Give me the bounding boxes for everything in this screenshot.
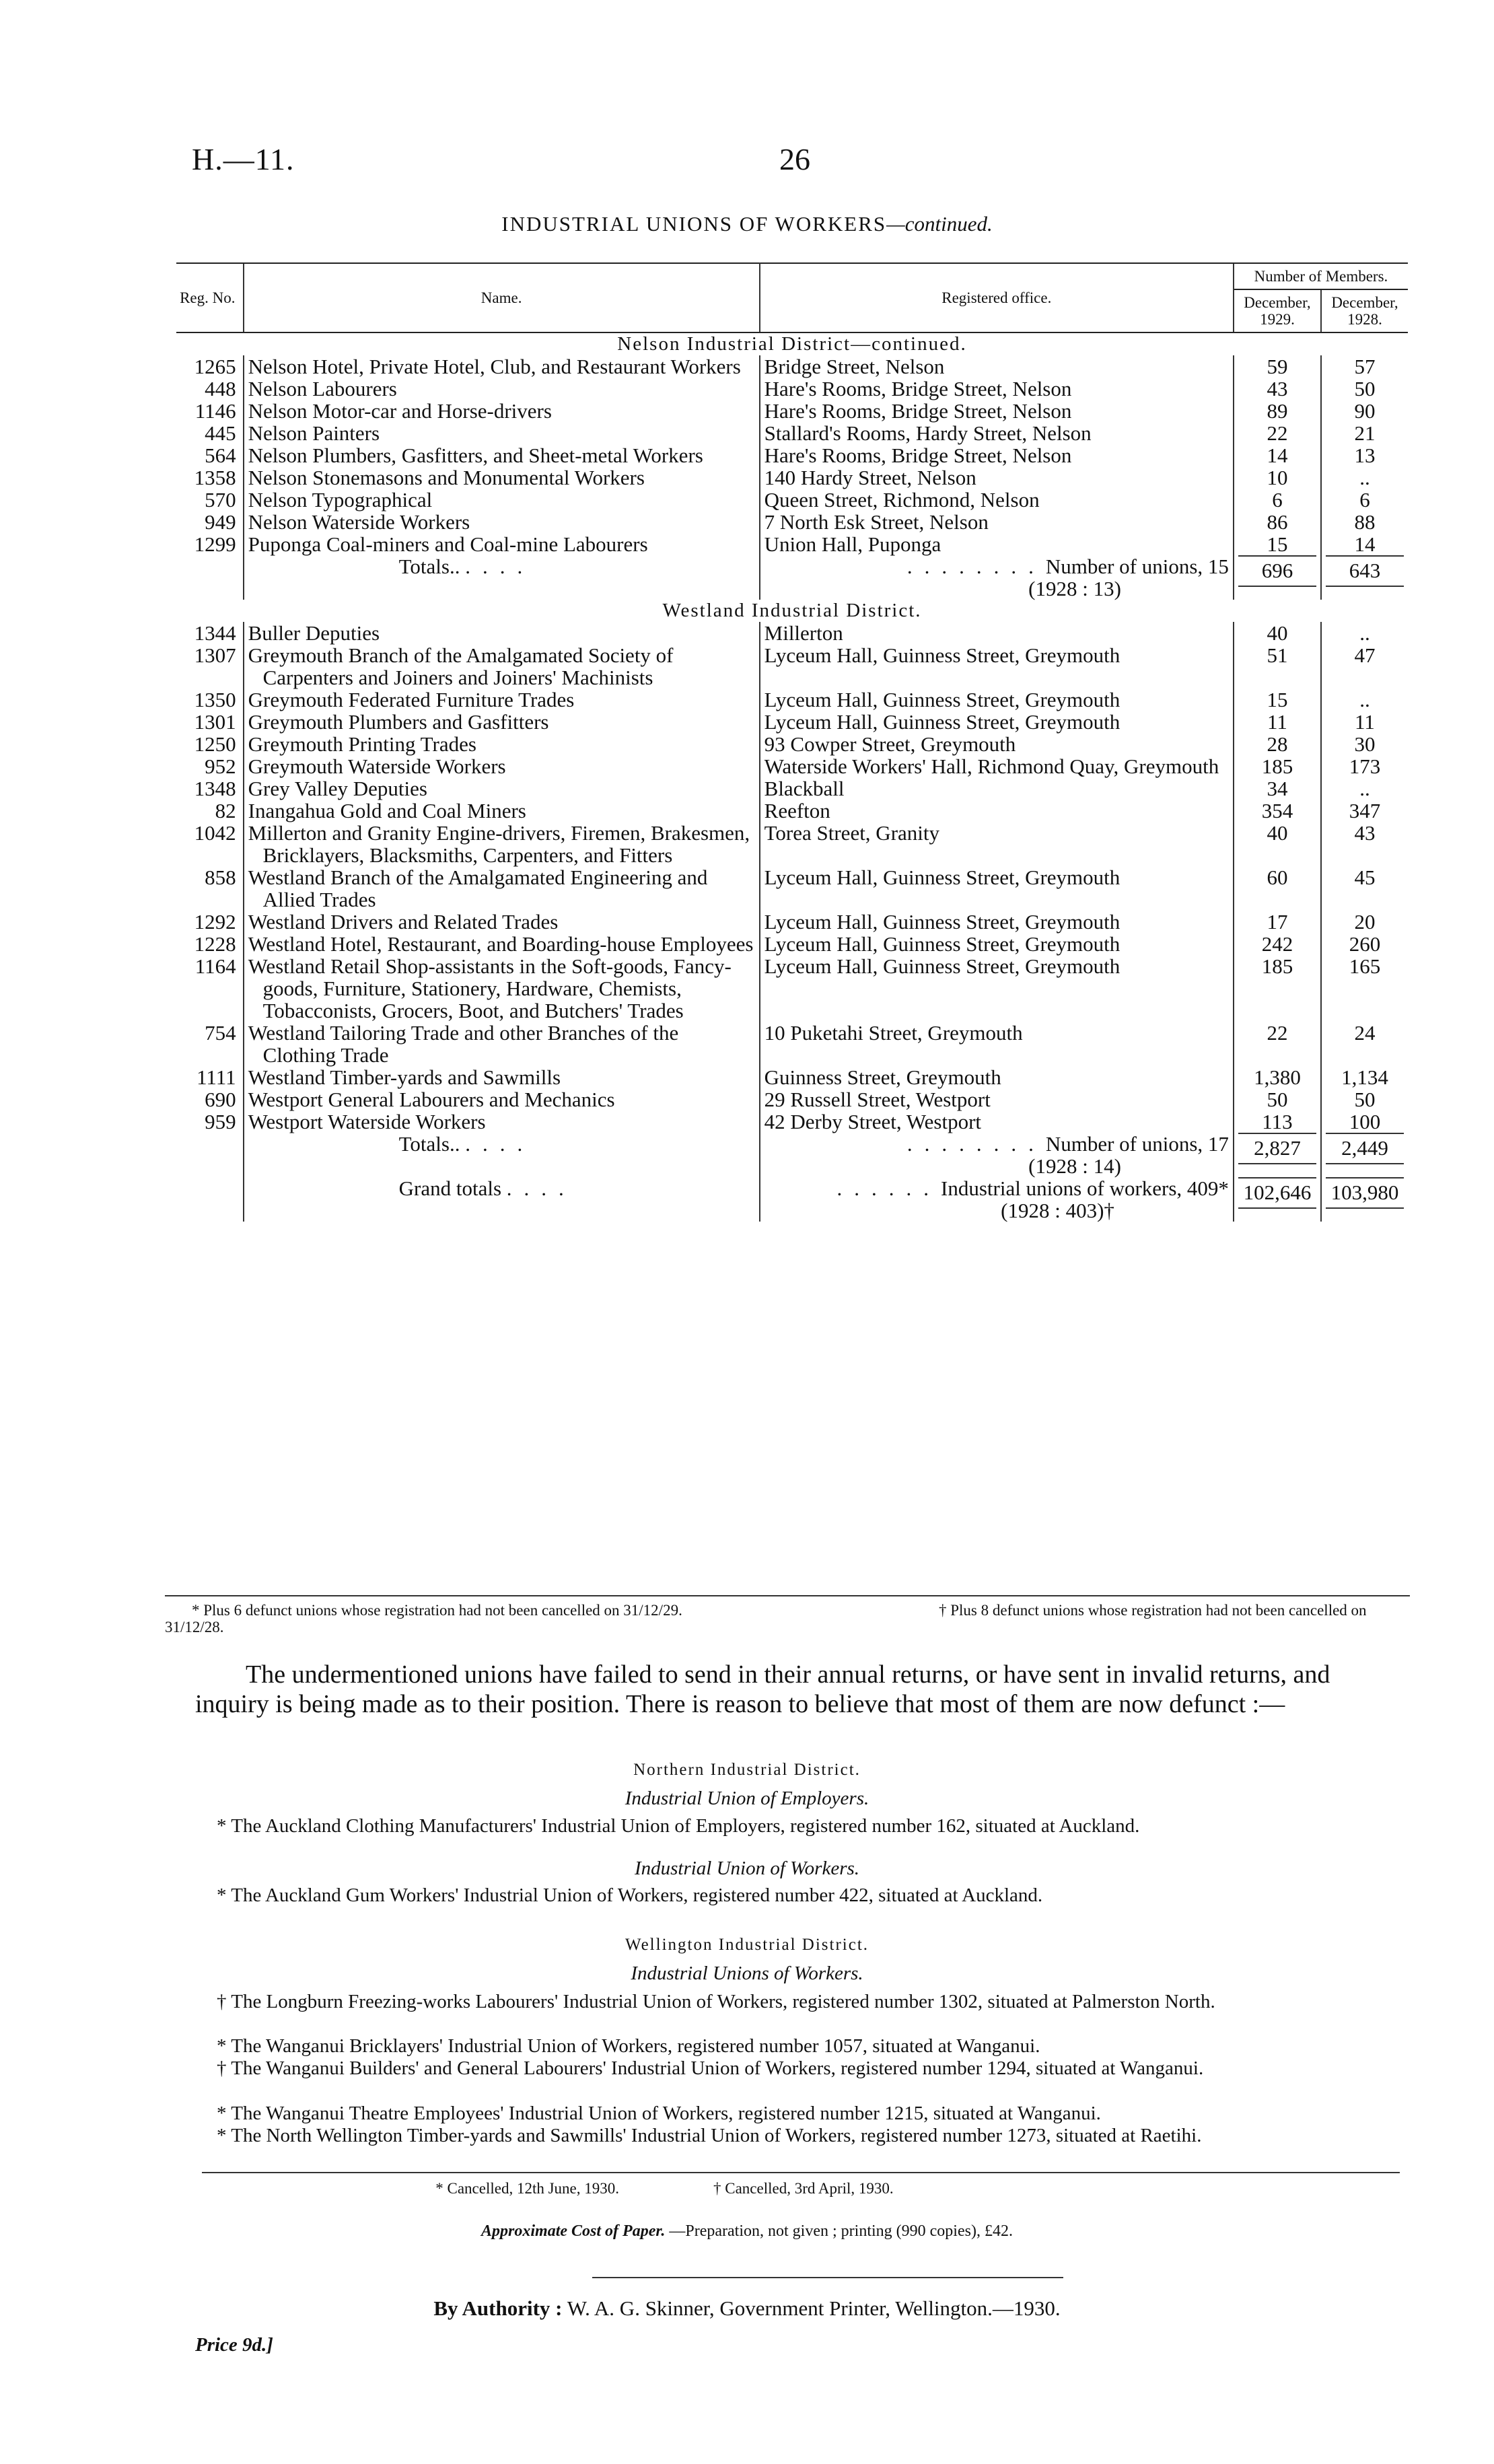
nelson-totals-label: Totals.. .... (244, 555, 760, 600)
westland-total-1928: 2,449 (1326, 1133, 1404, 1164)
page-title-suffix: —continued. (886, 212, 993, 236)
reg-number: 1146 (194, 399, 236, 423)
cancellation-note-1: * Cancelled, 12th June, 1930. (435, 2180, 619, 2197)
reg-number: 1307 (194, 643, 236, 667)
union-name: Westland Tailoring Trade and other Branches of the Clothing Trade (248, 1021, 679, 1067)
registered-office: Lyceum Hall, Guinness Street, Greymouth (764, 954, 1120, 978)
union-name: Greymouth Printing Trades (248, 732, 476, 756)
registered-office: Reefton (764, 799, 830, 822)
grand-totals-note: ......Industrial unions of workers, 409* (1928 : 403)† (837, 1176, 1229, 1222)
westland-row (176, 911, 1408, 933)
members-1929: 6 (1272, 488, 1283, 512)
registered-office: Lyceum Hall, Guinness Street, Greymouth (764, 643, 1120, 667)
reg-number: 570 (205, 488, 236, 512)
members-1929: 34 (1267, 777, 1288, 800)
printer-authority (0, 2296, 1494, 2321)
price: Price 9d.] (195, 2334, 273, 2356)
wellington-entry: * The Wanganui Theatre Employees' Industrial Union of Workers, registered number 1215, situated at Wanganui. (217, 2103, 1101, 2124)
authority-divider (592, 2277, 1063, 2278)
westland-row (176, 622, 1408, 644)
reg-number: 1250 (194, 732, 236, 756)
nelson-row (176, 355, 1408, 378)
members-1929: 185 (1261, 954, 1293, 978)
members-1929: 242 (1261, 932, 1293, 956)
westland-total-1929: 2,827 (1238, 1133, 1316, 1164)
union-name: Westland Timber-yards and Sawmills (248, 1065, 561, 1089)
members-1928: 6 (1359, 488, 1370, 512)
nelson-totals-note: ........Number of unions, 15 (1928 : 13) (906, 555, 1229, 600)
registered-office: Lyceum Hall, Guinness Street, Greymouth (764, 932, 1120, 956)
members-1928: 50 (1354, 1088, 1376, 1111)
nelson-total-1929: 696 (1238, 555, 1316, 587)
union-name: Greymouth Federated Furniture Trades (248, 688, 575, 711)
nelson-row (176, 444, 1408, 466)
table-footnotes (165, 1595, 1410, 1635)
westland-row (176, 733, 1408, 755)
authority-label: By Authority : (433, 2296, 563, 2320)
union-name: Millerton and Granity Engine-drivers, Firemen, Brakesmen, Bricklayers, Blacksmiths, Carpenters, and Fitters (248, 821, 750, 867)
members-1928: 90 (1354, 399, 1376, 423)
grand-total-1928: 103,980 (1326, 1177, 1404, 1209)
members-1929: 15 (1267, 688, 1288, 711)
union-name: Nelson Painters (248, 421, 380, 445)
union-name: Westland Branch of the Amalgamated Engineering and Allied Trades (248, 866, 708, 911)
registered-office: Waterside Workers' Hall, Richmond Quay, Greymouth (764, 754, 1219, 778)
members-1929: 60 (1267, 866, 1288, 889)
westland-row (176, 755, 1408, 777)
registered-office: Lyceum Hall, Guinness Street, Greymouth (764, 866, 1120, 889)
members-1928: 88 (1354, 510, 1376, 534)
members-1929: 185 (1261, 754, 1293, 778)
reg-number: 1111 (197, 1065, 236, 1089)
nelson-row (176, 422, 1408, 444)
reg-number: 690 (205, 1088, 236, 1111)
union-name: Nelson Plumbers, Gasfitters, and Sheet-metal Workers (248, 444, 703, 467)
registered-office: Hare's Rooms, Bridge Street, Nelson (764, 444, 1072, 467)
reg-number: 858 (205, 866, 236, 889)
registered-office: Queen Street, Richmond, Nelson (764, 488, 1040, 512)
members-1929: 43 (1267, 377, 1288, 400)
grand-totals-label: Grand totals .... (244, 1177, 760, 1222)
members-1929: 22 (1267, 421, 1288, 445)
members-1929: 89 (1267, 399, 1288, 423)
westland-section (176, 600, 1408, 1133)
cancellation-note-2: † Cancelled, 3rd April, 1930. (713, 2180, 894, 2197)
westland-row (176, 777, 1408, 800)
registered-office: Lyceum Hall, Guinness Street, Greymouth (764, 710, 1120, 734)
westland-row (176, 866, 1408, 911)
members-1929: 40 (1267, 621, 1288, 645)
members-1928: 43 (1354, 821, 1376, 845)
westland-row (176, 644, 1408, 689)
col-office-header: Registered office. (760, 263, 1234, 332)
reg-number: 448 (205, 377, 236, 400)
nelson-row (176, 466, 1408, 489)
westland-row (176, 933, 1408, 955)
registered-office: Lyceum Hall, Guinness Street, Greymouth (764, 910, 1120, 934)
unions-table (176, 262, 1408, 1222)
registered-office: Stallard's Rooms, Hardy Street, Nelson (764, 421, 1092, 445)
wellington-entry: † The Wanganui Builders' and General Labourers' Industrial Union of Workers, registered number 1294, situated at Wanganui. (217, 2057, 1204, 2079)
cost-of-paper (0, 2222, 1494, 2241)
union-name: Inangahua Gold and Coal Miners (248, 799, 526, 822)
wellington-entry: * The Wanganui Bricklayers' Industrial Union of Workers, registered number 1057, situated at Wanganui. (217, 2035, 1040, 2057)
westland-row (176, 711, 1408, 733)
members-1929: 40 (1267, 821, 1288, 845)
reg-number: 1299 (194, 532, 236, 556)
reg-number: 1344 (194, 621, 236, 645)
page-number: 26 (779, 142, 810, 176)
nelson-row (176, 400, 1408, 422)
col-name-header: Name. (244, 263, 760, 332)
table-footnote-1: * Plus 6 defunct unions whose registration had not been cancelled on 31/12/29. (192, 1602, 682, 1619)
westland-row (176, 955, 1408, 1022)
nelson-total-1928: 643 (1326, 555, 1404, 587)
westland-row (176, 800, 1408, 822)
union-name: Nelson Motor-car and Horse-drivers (248, 399, 552, 423)
cost-text: —Preparation, not given ; printing (990 copies), £42. (669, 2222, 1013, 2240)
members-1928: 24 (1354, 1021, 1376, 1045)
reg-number: 754 (205, 1021, 236, 1045)
workers-heading: Industrial Union of Workers. (634, 1858, 860, 1879)
reg-number: 949 (205, 510, 236, 534)
union-name: Nelson Typographical (248, 488, 433, 512)
members-1928: 260 (1349, 932, 1381, 956)
registered-office: Blackball (764, 777, 845, 800)
nelson-totals-row (176, 555, 1408, 600)
members-1928: 47 (1354, 643, 1376, 667)
members-1929: 51 (1267, 643, 1288, 667)
union-name: Westland Retail Shop-assistants in the Soft-goods, Fancy-goods, Furniture, Stationery, Hardware, Chemists, Tobacconists, Grocers, Boot, and Butchers' Trades (248, 954, 732, 1022)
members-1929: 1,380 (1254, 1065, 1301, 1089)
grand-total-1929: 102,646 (1238, 1177, 1316, 1209)
reg-number: 1228 (194, 932, 236, 956)
union-name: Puponga Coal-miners and Coal-mine Labourers (248, 532, 648, 556)
members-1928: 50 (1354, 377, 1376, 400)
members-1929: 22 (1267, 1021, 1288, 1045)
reg-number: 952 (205, 754, 236, 778)
northern-heading: Northern Industrial District. (633, 1761, 861, 1779)
registered-office: Lyceum Hall, Guinness Street, Greymouth (764, 688, 1120, 711)
members-1928: 20 (1354, 910, 1376, 934)
registered-office: Hare's Rooms, Bridge Street, Nelson (764, 377, 1072, 400)
westland-totals-row (176, 1133, 1408, 1177)
members-1929: 14 (1267, 444, 1288, 467)
members-1928: .. (1359, 621, 1370, 645)
registered-office: 140 Hardy Street, Nelson (764, 466, 976, 489)
page-title-main: INDUSTRIAL UNIONS OF WORKERS (501, 212, 887, 236)
reg-number: 1042 (194, 821, 236, 845)
wellington-heading: Wellington Industrial District. (625, 1936, 869, 1954)
members-1928: .. (1359, 777, 1370, 800)
members-1928: 347 (1349, 799, 1381, 822)
members-1928: 30 (1354, 732, 1376, 756)
members-1929: 113 (1262, 1110, 1293, 1133)
members-1928: 100 (1349, 1110, 1381, 1133)
registered-office: Guinness Street, Greymouth (764, 1065, 1001, 1089)
westland-row (176, 1066, 1408, 1088)
nelson-row (176, 378, 1408, 400)
reg-number: 959 (205, 1110, 236, 1133)
members-1929: 59 (1267, 355, 1288, 378)
reg-number: 1358 (194, 466, 236, 489)
members-1928: 165 (1349, 954, 1381, 978)
reg-number: 1301 (194, 710, 236, 734)
westland-row (176, 689, 1408, 711)
union-name: Grey Valley Deputies (248, 777, 427, 800)
union-name: Buller Deputies (248, 621, 380, 645)
table-footnote-2: † Plus 8 defunct unions whose registration had not been cancelled on 31/12/28. (165, 1602, 1367, 1635)
reg-number: 564 (205, 444, 236, 467)
registered-office: Hare's Rooms, Bridge Street, Nelson (764, 399, 1072, 423)
registered-office: 93 Cowper Street, Greymouth (764, 732, 1016, 756)
westland-row (176, 1022, 1408, 1066)
westland-totals-note: ........Number of unions, 17 (1928 : 14) (906, 1132, 1229, 1178)
reg-number: 445 (205, 421, 236, 445)
westland-totals-label: Totals.. .... (244, 1133, 760, 1177)
members-1929: 15 (1267, 532, 1288, 556)
union-name: Nelson Waterside Workers (248, 510, 470, 534)
westland-row (176, 1111, 1408, 1133)
westland-heading: Westland Industrial District. (662, 600, 922, 621)
members-1928: 21 (1354, 421, 1376, 445)
members-1929: 17 (1267, 910, 1288, 934)
registered-office: Millerton (764, 621, 843, 645)
westland-row (176, 1088, 1408, 1111)
members-1929: 86 (1267, 510, 1288, 534)
authority-text: W. A. G. Skinner, Government Printer, Wellington.—1930. (567, 2296, 1061, 2320)
cost-label: Approximate Cost of Paper. (481, 2222, 666, 2240)
col-members-header: Number of Members. (1234, 263, 1408, 289)
grand-totals-row (176, 1177, 1408, 1222)
registered-office: Bridge Street, Nelson (764, 355, 945, 378)
union-name: Greymouth Plumbers and Gasfitters (248, 710, 549, 734)
union-name: Nelson Hotel, Private Hotel, Club, and Restaurant Workers (248, 355, 741, 378)
members-1929: 28 (1267, 732, 1288, 756)
members-1928: .. (1359, 466, 1370, 489)
reg-number: 1164 (194, 954, 236, 978)
reg-number: 1350 (194, 688, 236, 711)
defunct-intro: The undermentioned unions have failed to send in their annual returns, or have sent in invalid returns, and inquiry is being made as to their position. There is reason to believe that most of them are now defunct :— (195, 1660, 1330, 1718)
northern-entry-2: * The Auckland Gum Workers' Industrial Union of Workers, registered number 422, situated at Auckland. (217, 1885, 1043, 1906)
union-name: Greymouth Waterside Workers (248, 754, 506, 778)
registered-office: 7 North Esk Street, Nelson (764, 510, 989, 534)
members-1928: 1,134 (1341, 1065, 1388, 1089)
union-name: Westland Drivers and Related Trades (248, 910, 559, 934)
reg-number: 1292 (194, 910, 236, 934)
members-1929: 11 (1267, 710, 1287, 734)
members-1929: 354 (1261, 799, 1293, 822)
registered-office: 42 Derby Street, Westport (764, 1110, 982, 1133)
nelson-row (176, 489, 1408, 511)
col-reg-header: Reg. No. (176, 263, 244, 332)
wellington-subheading: Industrial Unions of Workers. (631, 1963, 863, 1984)
reg-number: 82 (215, 799, 236, 822)
members-1928: 13 (1354, 444, 1376, 467)
cancellation-footnotes (202, 2172, 1400, 2197)
union-name: Westport General Labourers and Mechanics (248, 1088, 615, 1111)
nelson-heading: Nelson Industrial District—continued. (617, 333, 967, 355)
westland-row (176, 822, 1408, 866)
union-name: Greymouth Branch of the Amalgamated Society of Carpenters and Joiners and Joiners' Machinists (248, 643, 674, 689)
members-1928: 14 (1354, 532, 1376, 556)
union-name: Nelson Labourers (248, 377, 397, 400)
members-1928: 173 (1349, 754, 1381, 778)
registered-office: 29 Russell Street, Westport (764, 1088, 991, 1111)
wellington-entry: * The North Wellington Timber-yards and Sawmills' Industrial Union of Workers, registered number 1273, situated at Raetihi. (217, 2125, 1202, 2146)
reg-number: 1348 (194, 777, 236, 800)
nelson-row (176, 511, 1408, 533)
union-name: Westport Waterside Workers (248, 1110, 486, 1133)
page-title (0, 212, 1494, 236)
registered-office: Union Hall, Puponga (764, 532, 941, 556)
col-1928-header: December, 1928. (1321, 289, 1408, 332)
registered-office: Torea Street, Granity (764, 821, 940, 845)
members-1928: 11 (1355, 710, 1375, 734)
registered-office: 10 Puketahi Street, Greymouth (764, 1021, 1023, 1045)
members-1929: 50 (1267, 1088, 1288, 1111)
members-1929: 10 (1267, 466, 1288, 489)
reg-number: 1265 (194, 355, 236, 378)
nelson-row (176, 533, 1408, 555)
nelson-section (176, 332, 1408, 555)
members-1928: 45 (1354, 866, 1376, 889)
northern-entry-1: * The Auckland Clothing Manufacturers' Industrial Union of Employers, registered number 162, situated at Auckland. (217, 1815, 1140, 1837)
members-1928: 57 (1354, 355, 1376, 378)
col-1929-header: December, 1929. (1234, 289, 1321, 332)
employers-heading: Industrial Union of Employers. (625, 1788, 869, 1809)
union-name: Nelson Stonemasons and Monumental Workers (248, 466, 645, 489)
document-code: H.—11. (192, 142, 295, 176)
union-name: Westland Hotel, Restaurant, and Boarding-house Employees (248, 932, 754, 956)
wellington-entry: † The Longburn Freezing-works Labourers' Industrial Union of Workers, registered number 1302, situated at Palmerston North. (217, 1991, 1215, 2012)
members-1928: .. (1359, 688, 1370, 711)
